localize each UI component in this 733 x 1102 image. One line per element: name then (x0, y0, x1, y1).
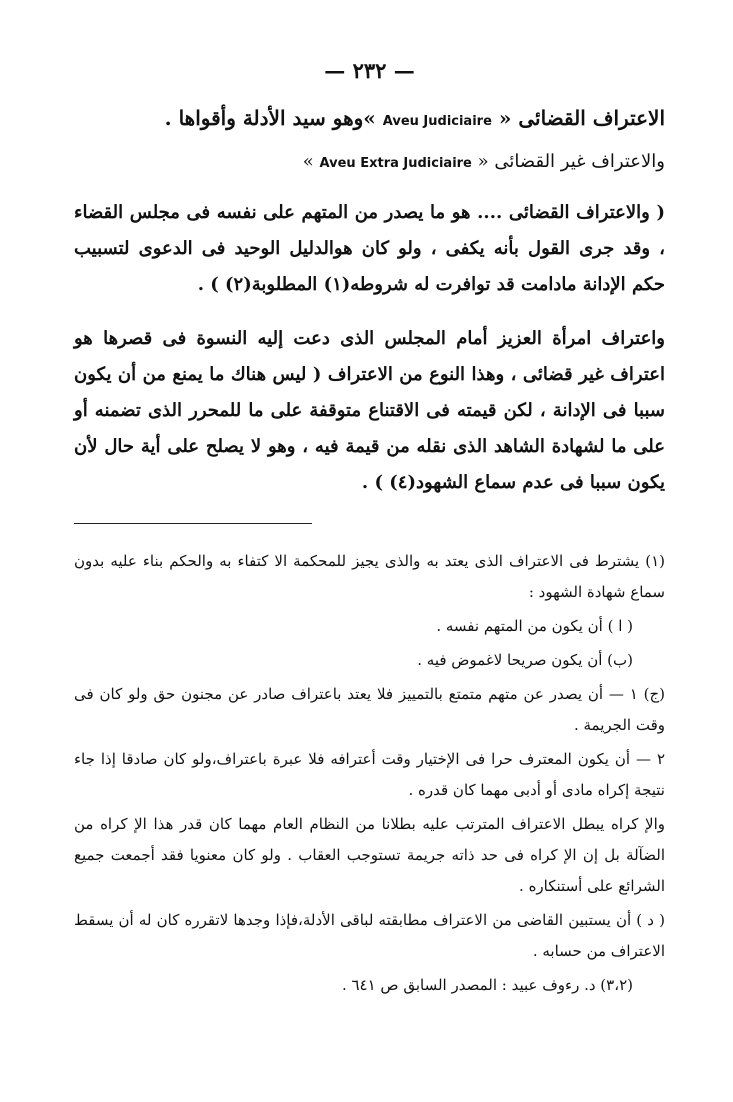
judicial-suffix: »وهو سيد الأدلة وأقواها . (164, 106, 376, 130)
footnote-1-item-c2: ٢ — أن يكون المعترف حرا فى الإختيار وقت أعترافه فلا عبرة باعتراف،ولو كان صادقا إذا جاء نتيجة إكراه مادى أو أدبى مهما كان قدره . (74, 750, 665, 799)
footnote-1-item-b: (ب) أن يكون صريحا لاغموض فيه . (417, 651, 633, 669)
extra-suffix: » (302, 151, 314, 172)
footnote-1-item-a: ( ا ) أن يكون من المتهم نفسه . (436, 617, 633, 635)
extra-latin-term: Aveu Extra Judiciaire (319, 156, 472, 171)
body-paragraph-extra-judicial: واعتراف امرأة العزيز أمام المجلس الذى دعت إليه النسوة فى قصرها هو اعتراف غير قضائى ، وهذا النوع من الاعتراف ( ليس هناك ما يمنع من أن يكون سببا فى الإدانة ، لكن قيمته فى الاقتناع متوقفة على ما للمحرر الذى تضمنه أو على ما لشهادة الشاهد الذى نقله من قيمة فيه ، وهو لا يصلح على أية حال لأن يكون سببا فى عدم سماع الشهود(٤) ) . (74, 328, 666, 493)
judicial-confession-definition (74, 99, 665, 141)
footnote-1-item-c1: (ج) ١ — أن يصدر عن متهم متمتع بالتمييز فلا يعتد باعتراف صادر عن مجنون حق ولو كان فى وقت الجريمة . (74, 685, 666, 734)
extra-prefix: والاعتراف غير القضائى « (477, 151, 665, 172)
footnote-1: (١) يشترط فى الاعتراف الذى يعتد به والذى يجيز للمحكمة الا كتفاء به والحكم بناء عليه بدون سماع شهادة الشهود : (74, 552, 665, 601)
page-number: — ٢٣٢ — (324, 58, 415, 83)
footnote-divider (74, 523, 312, 524)
judicial-prefix: الاعتراف القضائى « (498, 106, 665, 130)
footnote-1-item-d: ( د ) أن يستبين القاضى من الاعتراف مطابقته لباقى الأدلة،فإذا وجدها لاتقرره كان له أن يسقط الاعتراف من حسابه . (74, 911, 665, 960)
judicial-latin-term: Aveu Judiciaire (382, 114, 492, 129)
body-paragraph-judicial: ( والاعتراف القضائى .... هو ما يصدر من المتهم على نفسه فى مجلس القضاء ، وقد جرى القول بأنه يكفى ، ولو كان هوالدليل الوحيد فى الدعوى لتسبيب حكم الإدانة مادامت قد توافرت له شروطه(١) المطلوبة(٢) ) . (74, 202, 665, 295)
footnote-2-3-citation: (٣،٢) د. رءوف عبيد : المصدر السابق ص ٦٤١ . (341, 976, 633, 994)
footnote-1-coercion-note: والإ كراه يبطل الاعتراف المترتب عليه بطلانا من النظام العام مهما كان قدر هذا الإ كراه من الضآلة بل إن الإ كراه فى حد ذاته جريمة تستوجب العقاب . ولو كان معنويا فقد أجمعت جميع الشرائع على أستنكاره . (74, 815, 665, 895)
extra-judicial-confession-definition (74, 145, 665, 181)
